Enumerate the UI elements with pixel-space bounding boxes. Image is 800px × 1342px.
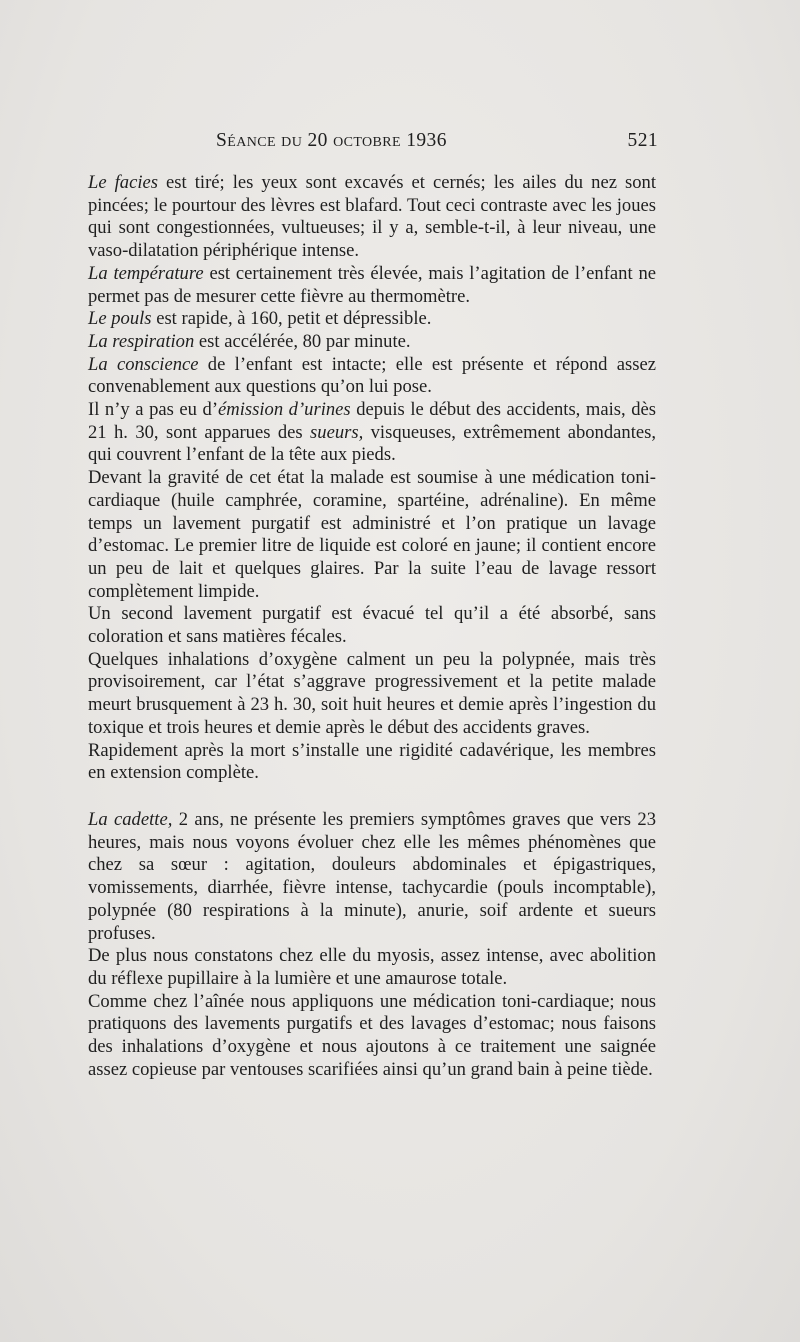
paragraph-text: Il n’y a pas eu d’	[88, 399, 219, 421]
paragraph-conscience	[88, 354, 656, 399]
paragraph-temperature	[88, 263, 656, 308]
paragraph-text: visqueuses, extrêmement abondantes, qui couvrent l’enfant de la tête aux pieds.	[88, 421, 656, 466]
paragraph-text: Comme chez l’aînée nous appliquons une médication toni-cardiaque; nous pratiquons des lavements purgatifs et des lavages d’estomac; nous faisons des inhalations d’oxygène et nous ajoutons à ce traitement une saignée assez copieuse par ventouses scarifiées ainsi qu’un grand bain à peine tiède.	[88, 990, 656, 1080]
paragraph-myosis	[88, 945, 656, 990]
page-number: 521	[627, 130, 658, 151]
paragraph-text: est certainement très élevée, mais l’agitation de l’enfant ne permet pas de mesurer cette fièvre au thermomètre.	[88, 262, 656, 307]
paragraph-facies	[88, 172, 656, 263]
paragraph-italic: sueurs,	[310, 421, 364, 443]
paragraph-text: Rapidement après la mort s’installe une rigidité cadavérique, les membres en extension complète.	[88, 739, 656, 784]
paragraph-italic-lead: La conscience	[88, 353, 199, 375]
paragraph-medication	[88, 467, 656, 603]
paragraph-italic-lead: Le facies	[88, 172, 159, 193]
running-title-year: 1936	[406, 130, 447, 151]
running-title	[216, 130, 447, 152]
paragraph-text: Un second lavement purgatif est évacué tel qu’il a été absorbé, sans coloration et sans matières fécales.	[88, 603, 656, 648]
paragraph-italic-lead: La température	[88, 262, 204, 284]
paragraph-urines	[88, 399, 656, 467]
paragraph-oxygene	[88, 649, 656, 740]
paragraph-text: est rapide, à 160, petit et dépressible.	[151, 308, 432, 330]
paragraph-italic-lead: Le pouls	[88, 308, 152, 330]
paragraph-text: De plus nous constatons chez elle du myosis, assez intense, avec abolition du réflexe pupillaire à la lumière et une amaurose totale.	[88, 945, 656, 989]
paragraph-italic-lead: La respiration	[88, 330, 195, 352]
body-text	[88, 172, 656, 1081]
paragraph-text: de l’enfant est intacte; elle est présente et répond assez convenablement aux questions qu’on lui pose.	[88, 353, 656, 398]
running-title-month: octobre	[333, 130, 401, 151]
running-title-day: 20	[307, 130, 328, 151]
paragraph-text: 2 ans, ne présente les premiers symptômes graves que vers 23 heures, mais nous voyons évoluer chez elle les mêmes phénomènes que chez sa sœur : agitation, douleurs abdominales et épigastriques, vomissements, diarrhée, fièvre intense, tachycardie (pouls incomptable), polypnée (80 respirations à la minute), anurie, soif ardente et sueurs profuses.	[88, 808, 656, 944]
paragraph-respiration	[88, 331, 656, 354]
paragraph-text: depuis le début des accidents, mais, dès 21 h. 30, sont apparues des	[88, 399, 657, 443]
paragraph-second-lavement	[88, 603, 656, 648]
paragraph-italic: émission d’urines	[218, 399, 351, 421]
paragraph-text: est accélérée, 80 par minute.	[194, 330, 411, 352]
paragraph-traitement	[88, 991, 656, 1082]
paragraph-pouls	[88, 308, 656, 331]
paragraph-italic-lead: La cadette,	[88, 808, 173, 830]
paragraph-text: Devant la gravité de cet état la malade est soumise à une médication toni-cardiaque (huile camphrée, coramine, spartéine, adrénaline). En même temps un lavement purgatif est administré et l’on pratique un lavage d’estomac. Le premier litre de liquide est coloré en jaune; il contient encore un peu de lait et quelques glaires. Par la suite l’eau de lavage ressort complètement limpide.	[88, 467, 656, 602]
paragraph-cadette	[88, 809, 656, 945]
paragraph-text: est tiré; les yeux sont excavés et cernés; les ailes du nez sont pincées; le pourtour des lèvres est blafard. Tout ceci contraste avec les joues qui sont congestionnées, vultueuses; il y a, semble-t-il, à leur niveau, une vaso-dilatation périphérique intense.	[88, 172, 656, 262]
paragraph-text: Quelques inhalations d’oxygène calment un peu la polypnée, mais très provisoirement, car l’état s’aggrave progressivement et la petite malade meurt brusquement à 23 h. 30, soit huit heures et demie après l’ingestion du toxique et trois heures et demie après le début des accidents graves.	[88, 648, 656, 738]
running-title-prefix: Séance du	[216, 130, 303, 151]
paragraph-rigidite	[88, 740, 656, 785]
